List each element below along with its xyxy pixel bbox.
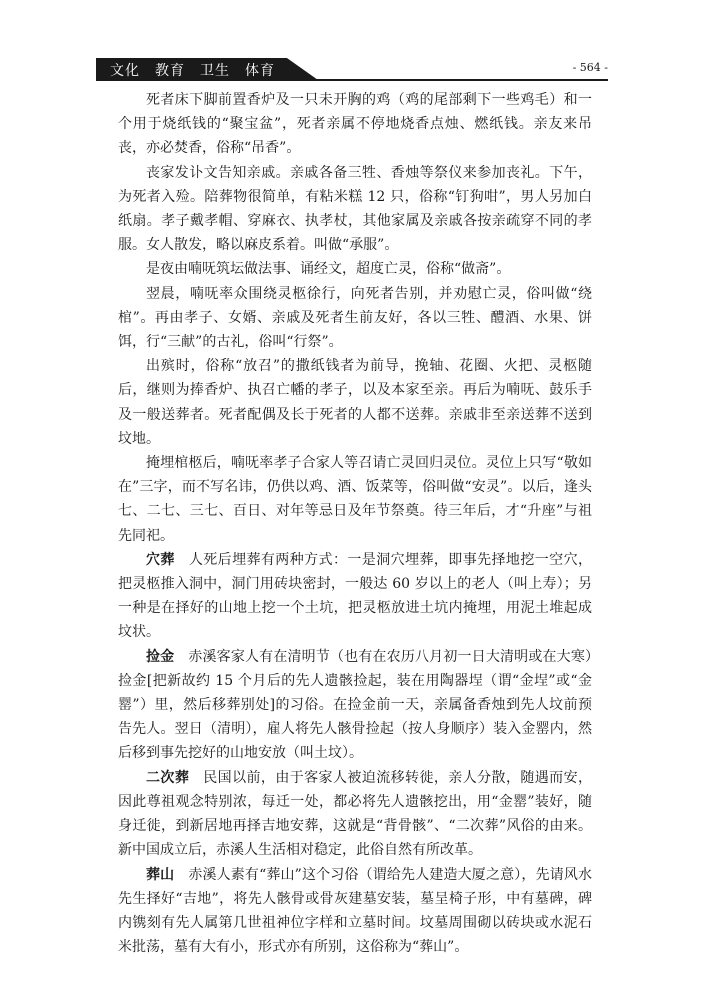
paragraph-text: 赤溪人素有“葬山”这个习俗（谓给先人建造大厦之意），先请风水先生择好“吉地”，将先人骸骨或骨灰建墓安装，墓呈椅子形，中有墓碑，碑内镌刻有先人属第几世祖神位字样和立墓时间。坟墓周围砌以砖块或水泥石米批荡，墓有大有小，形式亦有所别，这俗称为“葬山”。	[118, 866, 592, 956]
paragraph-term: 葬山	[146, 866, 175, 883]
paragraph-term: 捡金	[146, 648, 175, 665]
page-header	[96, 58, 608, 80]
paragraph-text: 民国以前，由于客家人被迫流移转徙，亲人分散，随遇而安，因此尊祖观念特别浓，每迁一处，都必将先人遗骸挖出，用“金罂”装好，随身迁徙，到新居地再择吉地安葬，这就是“背骨骸”、“二次葬”风俗的由来。新中国成立后，赤溪人生活相对稳定，此俗自然有所改革。	[118, 769, 593, 859]
paragraph-encoffining	[118, 161, 592, 258]
paragraph-text: 出殡时，俗称“放召”的撒纸钱者为前导，挽轴、花圈、火把、灵柩随后，继则为捧香炉、执召亡幡的孝子，以及本家至亲。再后为喃呒、鼓乐手及一般送葬者。死者配偶及长于死者的人都不送葬。亲戚非至亲送葬不送到坟地。	[118, 358, 592, 447]
paragraph-zuozhai	[118, 257, 592, 281]
paragraph-cave-burial	[118, 548, 592, 645]
paragraph-second-burial	[118, 766, 592, 863]
paragraph-term: 穴葬	[146, 551, 175, 568]
paragraph-text: 是夜由喃呒筑坛做法事、诵经文，超度亡灵，俗称“做斋”。	[146, 261, 511, 278]
paragraph-text: 死者床下脚前置香炉及一只未开胸的鸡（鸡的尾部剩下一些鸡毛）和一个用于烧纸钱的“聚宝盆”，死者亲属不停地烧香点烛、燃纸钱。亲友来吊丧，亦必焚香，俗称“吊香”。	[118, 92, 592, 157]
paragraph-funeral-procession	[118, 354, 592, 451]
paragraph-jianjin	[118, 645, 592, 766]
paragraph-text: 丧家发讣文告知亲戚。亲戚各备三牲、香烛等祭仪来参加丧礼。下午，为死者入殓。陪葬物很简单，有粘米糕 12 只，俗称“钉狗咁”，男人另加白纸扇。孝子戴孝帽、穿麻衣、执孝杖，其他家属及亲戚各按亲疏穿不同的孝服。女人散发，略以麻皮系着。叫做“承服”。	[118, 164, 592, 254]
paragraph-raoguan	[118, 282, 592, 355]
paragraph-wake-rites	[118, 88, 592, 161]
header-rule	[96, 79, 608, 81]
paragraph-zangshan	[118, 863, 592, 960]
paragraph-text: 人死后埋葬有两种方式：一是洞穴埋葬，即事先择地挖一空穴，把灵柩推入洞中，洞门用砖块密封，一般达 60 岁以上的老人（叫上寿）；另一种是在择好的山地上挖一个土坑，把灵柩放进土坑内掩埋，用泥土堆起成坟状。	[118, 551, 592, 641]
paragraph-text: 赤溪客家人有在清明节（也有在农历八月初一日大清明或在大寒）捡金[把新故约 15 个月后的先人遗骸捡起，装在用陶器埕（谓“金埕”或“金罂”）里，然后移葬别处]的习俗。在捡金前一天，亲属备香烛到先人坟前预告先人。翌日（清明），雇人将先人骸骨捡起（按人身顺序）装入金罂内，然后移到事先挖好的山地安放（叫土坟）。	[118, 648, 593, 762]
page-body	[118, 88, 592, 959]
section-title: 文化 教育 卫生 体育	[110, 63, 275, 79]
page-number: - 564 -	[572, 61, 608, 74]
paragraph-term: 二次葬	[146, 769, 190, 786]
paragraph-anling	[118, 451, 592, 548]
paragraph-text: 掩埋棺柩后，喃呒率孝子合家人等召请亡灵回归灵位。灵位上只写“敬如在”三字，而不写名讳，仍供以鸡、酒、饭菜等，俗叫做“安灵”。以后，逢头七、二七、三七、百日、对年等忌日及年节祭奠。待三年后，才“升座”与祖先同祀。	[118, 455, 592, 544]
paragraph-text: 翌晨，喃呒率众围绕灵柩徐行，向死者告别，并劝慰亡灵，俗叫做“绕棺”。再由孝子、女婿、亲戚及死者生前友好，各以三牲、醴酒、水果、饼饵，行“三献”的古礼，俗叫“行祭”。	[118, 285, 592, 351]
